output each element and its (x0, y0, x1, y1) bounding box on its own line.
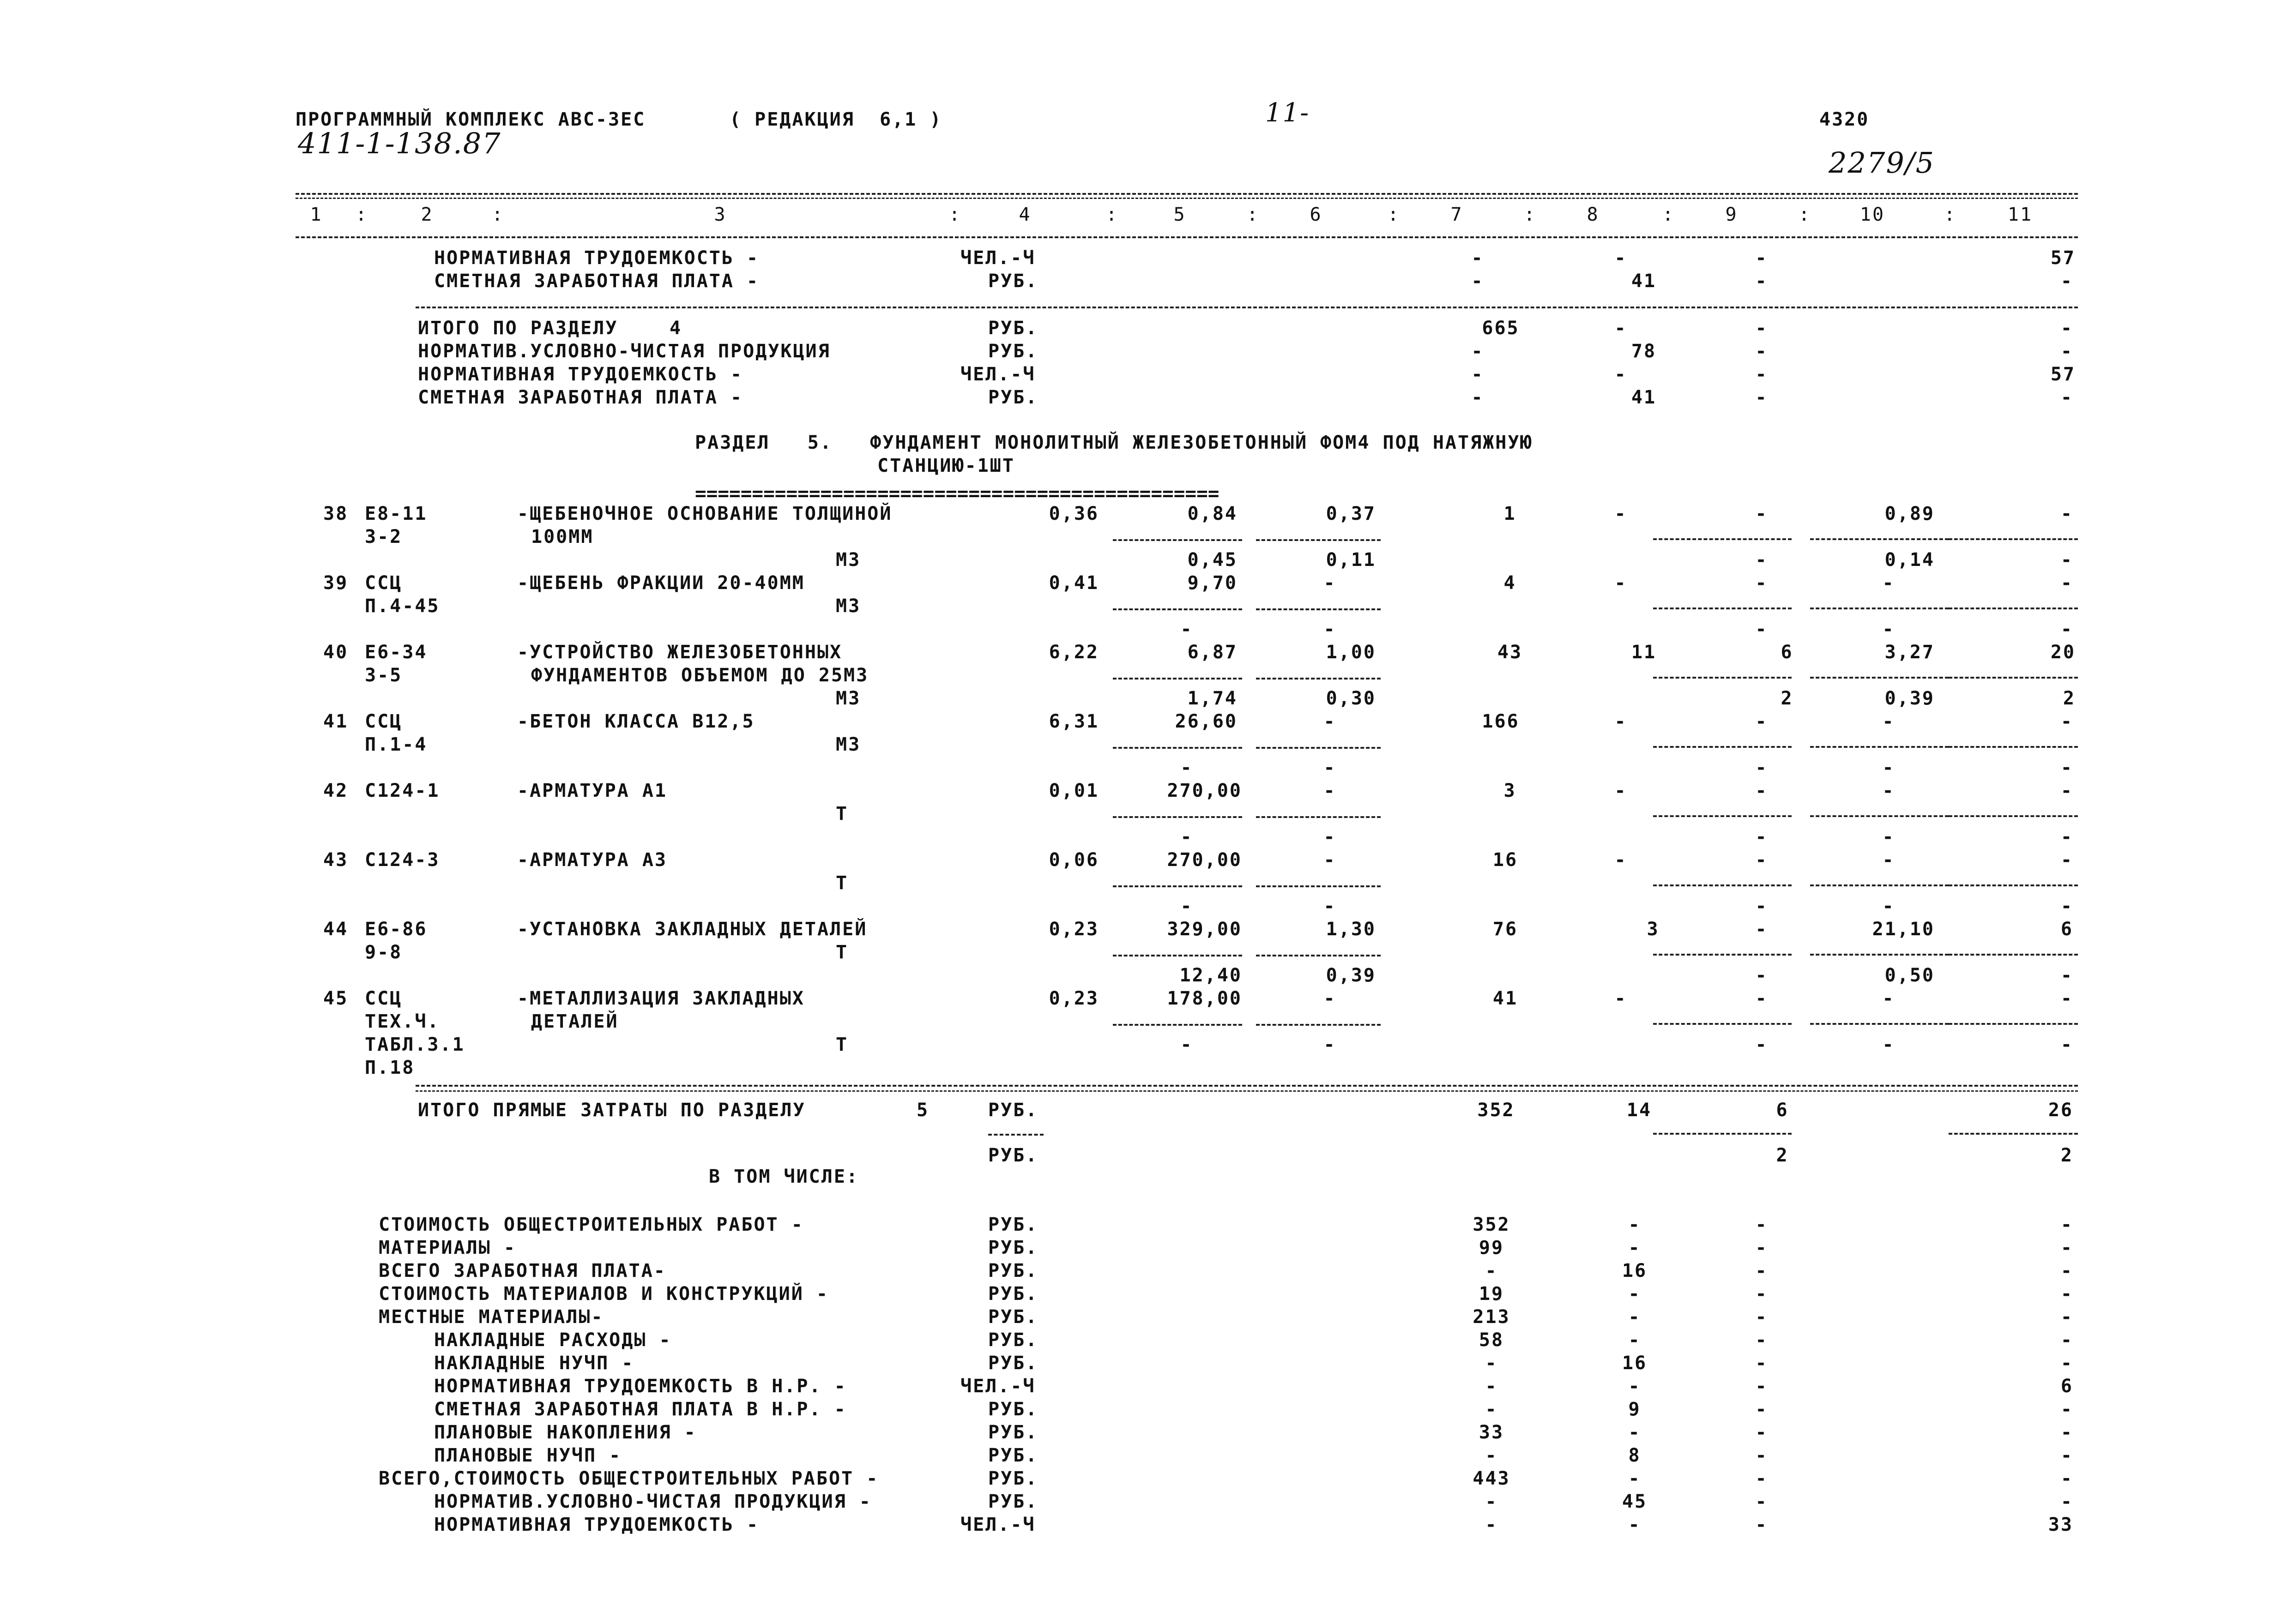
summary-col8-1: - (1628, 1237, 1641, 1258)
summary-col9-8: - (1755, 1399, 1768, 1420)
direct-costs-label: ИТОГО ПРЯМЫЕ ЗАТРАТЫ ПО РАЗДЕЛУ (418, 1100, 806, 1121)
summary-col9-0: - (1755, 1214, 1768, 1235)
summary-col11-0: - (2060, 1214, 2073, 1235)
summary-col7-11: 443 (1473, 1468, 1510, 1489)
summary-col8-2: 16 (1622, 1260, 1648, 1281)
summary-col7-0: 352 (1473, 1214, 1510, 1235)
summary-label-13: НОРМАТИВНАЯ ТРУДОЕМКОСТЬ - (434, 1514, 760, 1535)
summary-label-2: ВСЕГО ЗАРАБОТНАЯ ПЛАТА- (379, 1260, 666, 1281)
summary-col7-5: 58 (1479, 1329, 1504, 1351)
col-header-9: 9 (1725, 204, 1738, 225)
summary-unit-5: РУБ. (988, 1329, 1038, 1351)
document-page: ПРОГРАММНЫЙ КОМПЛЕКС АВС-3ЕС ( РЕДАКЦИЯ 6,1 ) 11- 4320 411-1-138.87 2279/5 1 : 2 : 3 : 4 : 5 : 6 : 7 : 8 : 9 : 10 : 11 НОРМАТИВНАЯ ТРУДОЕМКОСТЬ - ЧЕЛ.-Ч - - - 57 СМЕТНАЯ ЗАРАБОТНАЯ ПЛАТА - РУБ. - 41 - - ИТОГО ПО РАЗДЕЛУ 4 РУБ. 665 - - - НОРМАТИВ.УСЛОВНО-ЧИСТАЯ ПРОДУКЦИЯ РУБ. - 78 - - НОРМАТИВНАЯ ТРУДОЕМКОСТЬ - ЧЕЛ.-Ч - - - 57 СМЕТНАЯ ЗАРАБОТНАЯ ПЛАТА - РУБ. - 41 - - РАЗДЕЛ 5. ФУНДАМЕНТ МОНОЛИТНЫЙ ЖЕЛЕЗОБЕТОННЫЙ ФОМ4 ПОД НАТЯЖНУЮ СТАНЦИЮ-1ШТ ============================================== 38 Е8-11 3-2 -ЩЕБЕНОЧНОЕ ОСНОВАНИЕ ТОЛЩИНОЙ 100ММ М3 0,36 0,84 0,37 1 - - 0,89 - 0,45 0,11 - 0,14 - 39 ССЦ П.4-45 -ЩЕБЕНЬ ФРАКЦИИ 20-40ММ М3 0,41 9,70 - 4 - - - - - - - - - 40 Е6-34 3-5 -УСТРОЙСТВО ЖЕЛЕЗОБЕТОННЫХ ФУНДАМЕНТОВ ОБЪЕМОМ ДО 25М3 М3 6,22 6,87 1,00 43 11 6 3,27 20 1,74 0,30 2 0,39 2 41 ССЦ П.1-4 -БЕТОН КЛАССА В12,5 М3 6,31 26,60 - 166 - - - - - - - - - 42 С124-1 -АРМАТУРА А1 Т 0,01 270,00 - 3 - - - - - - - - - 43 С124-3 -АРМАТУРА А3 Т 0,06 270,00 - 16 - - - - - - - - - 44 Е6-86 9-8 -УСТАНОВКА ЗАКЛАДНЫХ ДЕТАЛЕЙ Т 0,23 329,00 1,30 76 3 - 21,10 6 12,40 0,39 - 0,50 - 45 ССЦ ТЕХ.Ч. ТАБЛ.3.1 П.18 -МЕТАЛЛИЗАЦИЯ ЗАКЛАДНЫХ ДЕТАЛЕЙ Т 0,23 178,00 - 41 - - - - - - - - - ИТОГО ПРЯМЫЕ ЗАТРАТЫ ПО РАЗДЕЛУ 5 РУБ. 352 14 6 26 РУБ. 2 2 В ТОМ ЧИСЛЕ: СТОИМОСТЬ ОБЩЕСТРОИТЕЛЬНЫХ РАБОТ - РУБ. 352 - - - МАТЕРИАЛЫ - РУБ. 99 - - - ВСЕГО ЗАРАБОТНАЯ ПЛАТА- РУБ. - 16 - - СТОИМОСТЬ МАТЕРИАЛОВ И КОНСТРУКЦИЙ - РУБ. 19 - - - МЕСТНЫЕ МАТЕРИАЛЫ- РУБ. 213 - - - НАКЛАДНЫЕ РАСХОДЫ - РУБ. 58 - - - НАКЛАДНЫЕ НУЧП - РУБ. - 16 - - НОРМАТИВНАЯ ТРУДОЕМКОСТЬ В Н.Р. - ЧЕЛ.-Ч - - - 6 СМЕТНАЯ ЗАРАБОТНАЯ ПЛАТА В Н.Р. - РУБ. - 9 - - ПЛАНОВЫЕ НАКОПЛЕНИЯ - РУБ. 33 - - - ПЛАНОВЫЕ НУЧП - РУБ. - 8 - - ВСЕГО,СТОИМОСТЬ ОБЩЕСТРОИТЕЛЬНЫХ РАБОТ - РУБ. 443 - - - НОРМАТИВ.УСЛОВНО-ЧИСТАЯ ПРОДУКЦИЯ - РУБ. - 45 - - НОРМАТИВНАЯ ТРУДОЕМКОСТЬ - ЧЕЛ.-Ч - - - 33 (0, 0, 2294, 1624)
summary-col11-2: - (2060, 1260, 2073, 1281)
header-top-rule (296, 193, 2078, 195)
summary-col9-3: - (1755, 1283, 1768, 1305)
prev-wages2-label: СМЕТНАЯ ЗАРАБОТНАЯ ПЛАТА - (418, 387, 743, 408)
summary-label-3: СТОИМОСТЬ МАТЕРИАЛОВ И КОНСТРУКЦИЙ - (379, 1283, 829, 1305)
prev-norm-labor2-label: НОРМАТИВНАЯ ТРУДОЕМКОСТЬ - (418, 364, 743, 385)
summary-col11-12: - (2060, 1491, 2073, 1512)
summary-col9-4: - (1755, 1306, 1768, 1328)
summary-col9-9: - (1755, 1422, 1768, 1443)
summary-unit-0: РУБ. (988, 1214, 1038, 1235)
summary-col11-11: - (2060, 1468, 2073, 1489)
item-38-name: -ЩЕБЕНОЧНОЕ ОСНОВАНИЕ ТОЛЩИНОЙ (517, 503, 893, 524)
summary-col11-7: 6 (2060, 1376, 2073, 1397)
summary-col9-13: - (1755, 1514, 1768, 1535)
summary-col9-5: - (1755, 1329, 1768, 1351)
col-header-6: 6 (1310, 204, 1322, 225)
summary-col11-8: - (2060, 1399, 2073, 1420)
summary-col9-7: - (1755, 1376, 1768, 1397)
summary-unit-3: РУБ. (988, 1283, 1038, 1305)
summary-col11-3: - (2060, 1283, 2073, 1305)
summary-unit-11: РУБ. (988, 1468, 1038, 1489)
summary-col8-0: - (1628, 1214, 1641, 1235)
summary-label-10: ПЛАНОВЫЕ НУЧП - (434, 1445, 622, 1466)
prev-section-rule (416, 307, 2078, 308)
summary-col9-6: - (1755, 1353, 1768, 1374)
prev-wages-label: СМЕТНАЯ ЗАРАБОТНАЯ ПЛАТА - (434, 271, 760, 292)
summary-label-7: НОРМАТИВНАЯ ТРУДОЕМКОСТЬ В Н.Р. - (434, 1376, 847, 1397)
summary-col8-12: 45 (1622, 1491, 1648, 1512)
summary-col8-7: - (1628, 1376, 1641, 1397)
col-header-8: 8 (1587, 204, 1600, 225)
summary-col8-13: - (1628, 1514, 1641, 1535)
summary-label-6: НАКЛАДНЫЕ НУЧП - (434, 1353, 634, 1374)
summary-label-4: МЕСТНЫЕ МАТЕРИАЛЫ- (379, 1306, 604, 1328)
summary-col8-3: - (1628, 1283, 1641, 1305)
col-header-2: 2 (421, 204, 434, 225)
summary-col7-12: - (1485, 1491, 1498, 1512)
summary-col8-10: 8 (1628, 1445, 1641, 1466)
summary-col9-1: - (1755, 1237, 1768, 1258)
prev-norm-labor-label: НОРМАТИВНАЯ ТРУДОЕМКОСТЬ - (434, 247, 760, 269)
direct-costs-rule-2 (416, 1090, 2078, 1092)
summary-label-0: СТОИМОСТЬ ОБЩЕСТРОИТЕЛЬНЫХ РАБОТ - (379, 1214, 804, 1235)
summary-col7-8: - (1485, 1399, 1498, 1420)
summary-col8-6: 16 (1622, 1353, 1648, 1374)
column-header-row: 1 : 2 : 3 : 4 : 5 : 6 : 7 : 8 : 9 : 10 : 11 (310, 204, 2033, 225)
including-label: В ТОМ ЧИСЛЕ: (709, 1166, 859, 1187)
summary-col8-8: 9 (1628, 1399, 1641, 1420)
summary-unit-6: РУБ. (988, 1353, 1038, 1374)
summary-label-8: СМЕТНАЯ ЗАРАБОТНАЯ ПЛАТА В Н.Р. - (434, 1399, 847, 1420)
summary-unit-8: РУБ. (988, 1399, 1038, 1420)
col-header-1: 1 (310, 204, 323, 225)
item-43-no: 43 (323, 849, 349, 871)
col-header-7: 7 (1450, 204, 1463, 225)
summary-col7-7: - (1485, 1376, 1498, 1397)
summary-col11-5: - (2060, 1329, 2073, 1351)
summary-col7-2: - (1485, 1260, 1498, 1281)
summary-col11-10: - (2060, 1445, 2073, 1466)
summary-col11-6: - (2060, 1353, 2073, 1374)
edition-label: ( РЕДАКЦИЯ 6,1 ) (730, 109, 942, 130)
handwritten-sheet-number: 2279/5 (1829, 146, 1935, 180)
summary-unit-10: РУБ. (988, 1445, 1038, 1466)
summary-col9-12: - (1755, 1491, 1768, 1512)
summary-unit-7: ЧЕЛ.-Ч (960, 1376, 1036, 1397)
summary-col8-4: - (1628, 1306, 1641, 1328)
col-header-4: 4 (1019, 204, 1032, 225)
item-44-name: -УСТАНОВКА ЗАКЛАДНЫХ ДЕТАЛЕЙ (517, 919, 868, 940)
summary-unit-9: РУБ. (988, 1422, 1038, 1443)
summary-col7-4: 213 (1473, 1306, 1510, 1328)
summary-unit-4: РУБ. (988, 1306, 1038, 1328)
section-5-double-rule: ============================================== (695, 482, 1219, 505)
prev-total-label: ИТОГО ПО РАЗДЕЛУ (418, 318, 618, 339)
summary-label-11: ВСЕГО,СТОИМОСТЬ ОБЩЕСТРОИТЕЛЬНЫХ РАБОТ - (379, 1468, 879, 1489)
col-header-11: 11 (2007, 204, 2033, 225)
handwritten-project-ref: 411-1-138.87 (298, 126, 501, 160)
item-42-no: 42 (323, 780, 349, 801)
col-header-10: 10 (1859, 204, 1885, 225)
summary-col7-6: - (1485, 1353, 1498, 1374)
col-header-5: 5 (1173, 204, 1186, 225)
item-40-no: 40 (323, 642, 349, 663)
summary-col9-10: - (1755, 1445, 1768, 1466)
item-45-no: 45 (323, 988, 349, 1009)
summary-label-12: НОРМАТИВ.УСЛОВНО-ЧИСТАЯ ПРОДУКЦИЯ - (434, 1491, 872, 1512)
summary-label-9: ПЛАНОВЫЕ НАКОПЛЕНИЯ - (434, 1422, 697, 1443)
item-39-no: 39 (323, 572, 349, 594)
summary-label-1: МАТЕРИАЛЫ - (379, 1237, 516, 1258)
direct-costs-rule (416, 1085, 2078, 1087)
item-43-name: -АРМАТУРА А3 (517, 849, 667, 871)
col-header-3: 3 (714, 204, 727, 225)
summary-col7-13: - (1485, 1514, 1498, 1535)
item-44-no: 44 (323, 919, 349, 940)
item-41-no: 41 (323, 711, 349, 732)
summary-col7-9: 33 (1479, 1422, 1504, 1443)
summary-col7-3: 19 (1479, 1283, 1504, 1305)
summary-unit-1: РУБ. (988, 1237, 1038, 1258)
page-mark: 11- (1265, 98, 1310, 128)
summary-col11-1: - (2060, 1237, 2073, 1258)
summary-col8-11: - (1628, 1468, 1641, 1489)
summary-col8-9: - (1628, 1422, 1641, 1443)
item-45-name: -МЕТАЛЛИЗАЦИЯ ЗАКЛАДНЫХ (517, 988, 805, 1009)
program-name: ПРОГРАММНЫЙ КОМПЛЕКС АВС-3ЕС (296, 109, 646, 130)
prev-net-product-label: НОРМАТИВ.УСЛОВНО-ЧИСТАЯ ПРОДУКЦИЯ (418, 341, 831, 362)
item-38-no: 38 (323, 503, 349, 524)
item-40-name: -УСТРОЙСТВО ЖЕЛЕЗОБЕТОННЫХ (517, 642, 843, 663)
summary-col9-2: - (1755, 1260, 1768, 1281)
summary-label-5: НАКЛАДНЫЕ РАСХОДЫ - (434, 1329, 672, 1351)
item-39-name: -ЩЕБЕНЬ ФРАКЦИИ 20-40ММ (517, 572, 805, 594)
summary-col7-10: - (1485, 1445, 1498, 1466)
summary-col7-1: 99 (1479, 1237, 1504, 1258)
header-top-rule-2 (296, 198, 2078, 199)
summary-unit-2: РУБ. (988, 1260, 1038, 1281)
summary-col11-9: - (2060, 1422, 2073, 1443)
summary-col8-5: - (1628, 1329, 1641, 1351)
summary-unit-13: ЧЕЛ.-Ч (960, 1514, 1036, 1535)
summary-col11-13: 33 (2048, 1514, 2073, 1535)
header-bottom-rule (296, 236, 2078, 238)
summary-col9-11: - (1755, 1468, 1768, 1489)
item-41-name: -БЕТОН КЛАССА В12,5 (517, 711, 755, 732)
document-code: 4320 (1819, 109, 1870, 130)
section-5-title: РАЗДЕЛ 5. ФУНДАМЕНТ МОНОЛИТНЫЙ ЖЕЛЕЗОБЕТОННЫЙ ФОМ4 ПОД НАТЯЖНУЮ (695, 432, 1533, 453)
summary-unit-12: РУБ. (988, 1491, 1038, 1512)
item-42-name: -АРМАТУРА А1 (517, 780, 667, 801)
section-5-title-line2: СТАНЦИЮ-1ШТ (877, 455, 1015, 476)
summary-col11-4: - (2060, 1306, 2073, 1328)
